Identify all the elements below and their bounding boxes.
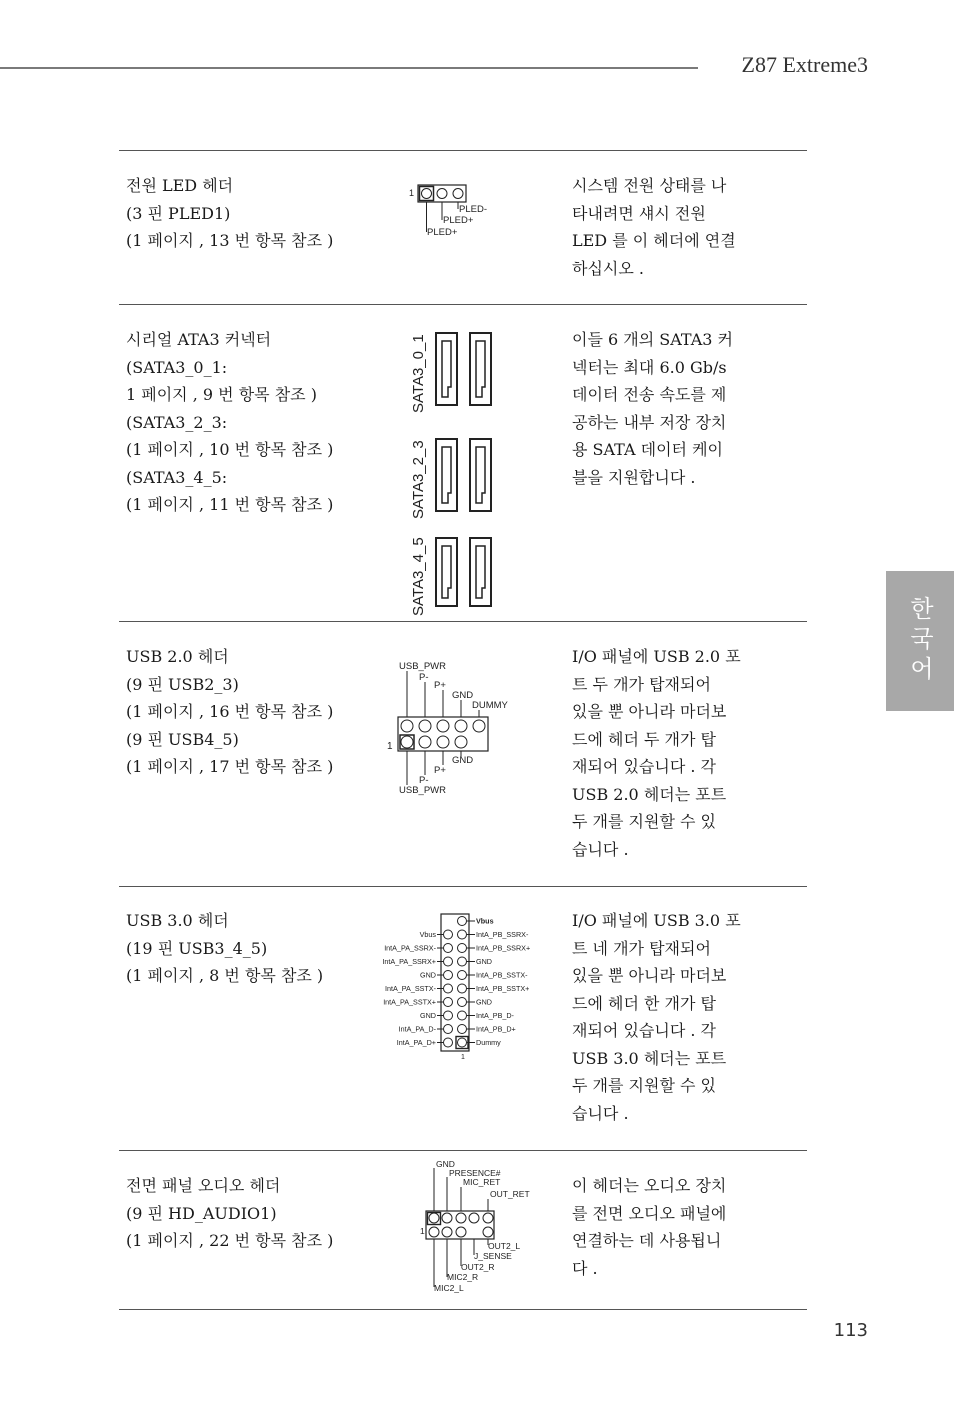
usb3-pin-label: IntA_PB_D+ [476, 1024, 516, 1034]
section-divider [119, 1150, 807, 1151]
desc-line: 데이터 전송 속도를 제 [572, 385, 727, 404]
pled-header-diagram [405, 180, 515, 240]
pin1-label: 1 [409, 188, 415, 198]
usb3-pin [444, 1011, 453, 1020]
usb3-pin-label: GND [476, 997, 492, 1007]
spec-line: (SATA3_0_1: [126, 357, 228, 377]
desc-line: 습니다 . [572, 839, 629, 859]
usb3-pin [458, 1025, 467, 1034]
usb3-pin [444, 1038, 453, 1047]
pled-minus-label: PLED- [459, 204, 487, 215]
usb2-pin-label: P- [419, 775, 429, 786]
usb3-pin [458, 930, 467, 939]
spec-line: 1 페이지 , 9 번 항목 참조 ) [126, 385, 317, 404]
section-divider [119, 886, 807, 887]
audio-pin-label: J_SENSE [474, 1251, 512, 1261]
usb2-pin-label: DUMMY [472, 700, 508, 711]
usb3-header-diagram [370, 908, 550, 1063]
usb3-pin-label: IntA_PB_SSTX+ [476, 984, 530, 993]
usb3-pin [458, 984, 467, 993]
desc-line: 타내려면 섀시 전원 [572, 203, 706, 223]
usb3-pin-label: GND [420, 1011, 436, 1020]
sata3-0-1-connector [410, 333, 491, 413]
language-side-tab [886, 571, 954, 711]
pin1-label: 1 [387, 741, 393, 752]
desc-line: 있을 뿐 아니라 마더보 [572, 966, 727, 985]
desc-line: USB 3.0 헤더는 포트 [572, 1048, 727, 1068]
desc-line: I/O 패널에 USB 3.0 포 [572, 911, 741, 930]
audio-pin-label: GND [436, 1159, 455, 1169]
spec-line: 전면 패널 오디오 헤더 [126, 1176, 281, 1195]
audio-pin-label: OUT_RET [490, 1189, 530, 1199]
usb3-pin-label: GND [476, 957, 492, 966]
usb3-pin-label: IntA_PA_SSRX- [384, 943, 436, 953]
audio-header-diagram [418, 1155, 538, 1297]
desc-line: 있을 뿐 아니라 마더보 [572, 702, 727, 721]
spec-line: 전원 LED 헤더 [126, 176, 234, 195]
desc-line: 를 전면 오디오 패널에 [572, 1203, 727, 1223]
spec-line: USB 3.0 헤더 [126, 911, 229, 930]
section-divider [119, 304, 807, 305]
usb2-pin-label: GND [452, 755, 474, 766]
usb3-pin-label: IntA_PB_SSTX- [476, 970, 528, 980]
usb3-pin-label: GND [420, 970, 436, 980]
page-header-title: Z87 Extreme3 [741, 52, 868, 77]
desc-line: 이 헤더는 오디오 장치 [572, 1176, 727, 1195]
usb3-pin [458, 998, 467, 1007]
desc-line: 블을 지원합니다 . [572, 467, 696, 487]
usb3-pin-label: IntA_PA_SSTX- [385, 984, 436, 993]
spec-line: (1 페이지 , 22 번 항목 참조 ) [126, 1231, 334, 1250]
sata3-4-5-connector [410, 537, 491, 616]
usb3-pin-label: IntA_PA_SSRX+ [382, 957, 436, 966]
usb3-pin-label: IntA_PB_D- [476, 1011, 514, 1020]
spec-line: (SATA3_2_3: [126, 412, 228, 432]
spec-line: (3 핀 PLED1) [126, 203, 231, 223]
desc-line: 트 네 개가 탑재되어 [572, 938, 711, 958]
desc-line: 시스템 전원 상태를 나 [572, 176, 727, 195]
usb3-pin [458, 1038, 467, 1047]
pin1-label: 1 [461, 1054, 465, 1061]
sata-label: SATA3_2_3 [410, 440, 427, 519]
section-usb3-desc [572, 907, 762, 1127]
audio-pin-label: OUT2_L [488, 1241, 521, 1251]
usb3-pin [444, 984, 453, 993]
usb3-pin [444, 1025, 453, 1034]
desc-line: 습니다 . [572, 1103, 629, 1123]
usb3-pin-label: Vbus [419, 930, 436, 939]
header-rule [0, 67, 698, 69]
usb3-pin [458, 944, 467, 953]
language-tab-label: 한국어 [905, 596, 934, 686]
section-sata3-spec [126, 326, 391, 519]
section-sata3-desc [572, 326, 762, 491]
usb2-pin-label: P+ [434, 680, 446, 691]
usb3-pin [458, 917, 467, 926]
usb2-pin-label: USB_PWR [399, 661, 446, 672]
spec-line: (1 페이지 , 8 번 항목 참조 ) [126, 966, 324, 985]
spec-line: (9 핀 HD_AUDIO1) [126, 1203, 277, 1223]
usb3-pin [444, 957, 453, 966]
usb3-pin-label: IntA_PB_SSRX- [476, 930, 529, 939]
spec-line: (9 핀 USB4_5) [126, 729, 239, 749]
section-usb2-spec [126, 643, 391, 781]
desc-line: 넥터는 최대 6.0 Gb/s [572, 357, 727, 377]
desc-line: 용 SATA 데이터 케이 [572, 440, 723, 459]
usb3-pin-label: IntA_PA_SSTX+ [383, 997, 436, 1007]
desc-line: I/O 패널에 USB 2.0 포 [572, 647, 741, 666]
usb3-pin-label: Dummy [476, 1038, 501, 1047]
page-number: 113 [833, 1320, 868, 1341]
usb3-pin [444, 971, 453, 980]
desc-line: USB 2.0 헤더는 포트 [572, 784, 727, 804]
spec-line: 시리얼 ATA3 커넥터 [126, 330, 272, 349]
spec-line: (19 핀 USB3_4_5) [126, 938, 268, 958]
usb3-pin [444, 998, 453, 1007]
section-divider [119, 621, 807, 622]
desc-line: 드에 헤더 두 개가 탑 [572, 729, 716, 749]
usb2-header-diagram [385, 655, 525, 800]
usb3-pin [458, 957, 467, 966]
section-power-led-desc [572, 172, 762, 282]
spec-line: (1 페이지 , 11 번 항목 참조 ) [126, 495, 334, 514]
desc-line: 다 . [572, 1258, 598, 1278]
usb3-pin-label: Vbus [476, 916, 494, 926]
section-audio-spec [126, 1172, 391, 1255]
sata3-connectors-diagram [400, 325, 510, 617]
pled-plus-label: PLED+ [427, 227, 458, 238]
desc-line: LED 를 이 헤더에 연결 [572, 231, 736, 250]
section-usb2-desc [572, 643, 762, 863]
audio-pin-label: MIC_RET [463, 1177, 501, 1187]
desc-line: 이들 6 개의 SATA3 커 [572, 330, 733, 349]
section-power-led-spec [126, 172, 391, 255]
section-audio-desc [572, 1172, 762, 1282]
spec-line: (1 페이지 , 16 번 항목 참조 ) [126, 702, 334, 721]
spec-line: (SATA3_4_5: [126, 467, 228, 487]
usb2-pin-label: P+ [434, 765, 446, 776]
audio-pin-label: PRESENCE# [449, 1168, 501, 1178]
pin1-label: 1 [420, 1226, 425, 1236]
usb2-pin-label: P- [419, 672, 429, 683]
usb2-pin-label: GND [452, 690, 474, 701]
pled-plus-label: PLED+ [443, 215, 474, 226]
desc-line: 공하는 내부 저장 장치 [572, 412, 727, 432]
desc-line: 두 개를 지원할 수 있 [572, 1076, 716, 1095]
spec-line: USB 2.0 헤더 [126, 647, 229, 666]
desc-line: 연결하는 데 사용됩니 [572, 1231, 722, 1250]
usb3-pin-label: IntA_PA_D- [398, 1024, 436, 1034]
section-usb3-spec [126, 907, 391, 990]
audio-pin-label: OUT2_R [461, 1262, 495, 1272]
desc-line: 트 두 개가 탑재되어 [572, 674, 711, 694]
spec-line: (9 핀 USB2_3) [126, 674, 239, 694]
usb3-pin [444, 930, 453, 939]
usb3-pin-label: IntA_PB_SSRX+ [476, 943, 531, 953]
sata3-2-3-connector [410, 439, 491, 519]
usb3-pin-label: IntA_PA_D+ [396, 1038, 436, 1047]
desc-line: 하십시오 . [572, 258, 644, 278]
desc-line: 두 개를 지원할 수 있 [572, 812, 716, 831]
spec-line: (1 페이지 , 10 번 항목 참조 ) [126, 440, 334, 459]
desc-line: 재되어 있습니다 . 각 [572, 757, 716, 776]
audio-pin-label: MIC2_L [434, 1283, 464, 1293]
usb3-pin [458, 971, 467, 980]
spec-line: (1 페이지 , 13 번 항목 참조 ) [126, 231, 334, 250]
spec-line: (1 페이지 , 17 번 항목 참조 ) [126, 757, 334, 776]
audio-pin-label: MIC2_R [447, 1272, 479, 1282]
section-divider [119, 1309, 807, 1310]
section-divider [119, 150, 807, 151]
sata-label: SATA3_0_1 [410, 334, 427, 413]
usb3-pin [444, 944, 453, 953]
desc-line: 재되어 있습니다 . 각 [572, 1021, 716, 1040]
desc-line: 드에 헤더 한 개가 탑 [572, 993, 716, 1013]
sata-label: SATA3_4_5 [410, 537, 427, 616]
usb2-pin-label: USB_PWR [399, 785, 446, 796]
usb3-pin [458, 1011, 467, 1020]
